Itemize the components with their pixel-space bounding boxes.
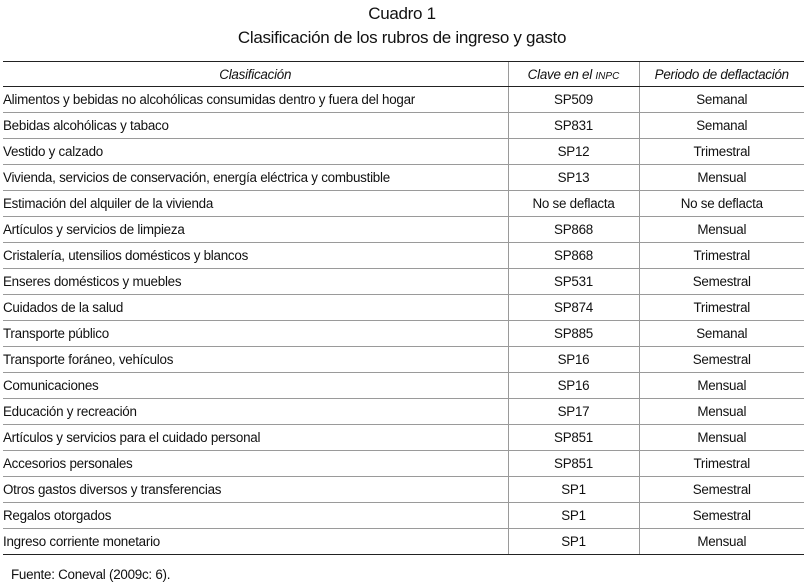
cell-clave: SP509 <box>508 87 639 113</box>
cell-clave: SP868 <box>508 243 639 269</box>
cell-clasificacion: Comunicaciones <box>3 373 508 399</box>
cell-clave: SP531 <box>508 269 639 295</box>
header-clasificacion: Clasificación <box>3 62 508 87</box>
header-clave-label: Clave en el <box>527 66 592 82</box>
cell-clave: SP1 <box>508 503 639 529</box>
table-caption <box>0 2 804 50</box>
table-row <box>3 399 804 425</box>
cell-periodo: Mensual <box>639 165 804 191</box>
cell-clave: SP851 <box>508 425 639 451</box>
table-row <box>3 217 804 243</box>
cell-periodo: Mensual <box>639 399 804 425</box>
cell-periodo: Mensual <box>639 373 804 399</box>
table-row <box>3 347 804 373</box>
cell-periodo: Mensual <box>639 529 804 555</box>
cell-periodo: Trimestral <box>639 139 804 165</box>
cell-clasificacion: Estimación del alquiler de la vivienda <box>3 191 508 217</box>
table-number: Cuadro 1 <box>368 4 436 23</box>
cell-periodo: Semestral <box>639 503 804 529</box>
cell-clasificacion: Ingreso corriente monetario <box>3 529 508 555</box>
table-row <box>3 139 804 165</box>
table-row <box>3 529 804 555</box>
cell-clave: SP16 <box>508 373 639 399</box>
header-clave-inpc: INPC <box>595 70 620 82</box>
cell-periodo: Trimestral <box>639 243 804 269</box>
cell-periodo: Semestral <box>639 347 804 373</box>
cell-periodo: Semestral <box>639 477 804 503</box>
cell-periodo: Semanal <box>639 113 804 139</box>
cell-clave: SP1 <box>508 477 639 503</box>
table-row <box>3 113 804 139</box>
table-row <box>3 87 804 113</box>
cell-clave: No se deflacta <box>508 191 639 217</box>
cell-clave: SP17 <box>508 399 639 425</box>
cell-clasificacion: Accesorios personales <box>3 451 508 477</box>
cell-clasificacion: Transporte público <box>3 321 508 347</box>
table-row <box>3 191 804 217</box>
cell-clave: SP831 <box>508 113 639 139</box>
source-note: Fuente: Coneval (2009c: 6). <box>11 567 171 582</box>
cell-clave: SP1 <box>508 529 639 555</box>
table-row <box>3 243 804 269</box>
cell-clave: SP851 <box>508 451 639 477</box>
classification-table <box>3 61 804 555</box>
table-row <box>3 451 804 477</box>
cell-clasificacion: Cuidados de la salud <box>3 295 508 321</box>
cell-clave: SP874 <box>508 295 639 321</box>
cell-periodo: Semanal <box>639 87 804 113</box>
cell-periodo: Mensual <box>639 425 804 451</box>
table-title: Clasificación de los rubros de ingreso y gasto <box>237 28 567 47</box>
cell-clasificacion: Cristalería, utensilios domésticos y blancos <box>3 243 508 269</box>
cell-clasificacion: Otros gastos diversos y transferencias <box>3 477 508 503</box>
table-row <box>3 295 804 321</box>
cell-clasificacion: Vestido y calzado <box>3 139 508 165</box>
table-row <box>3 503 804 529</box>
cell-periodo: Trimestral <box>639 451 804 477</box>
header-clave <box>508 62 639 87</box>
cell-clasificacion: Transporte foráneo, vehículos <box>3 347 508 373</box>
cell-clave: SP13 <box>508 165 639 191</box>
cell-periodo: Semanal <box>639 321 804 347</box>
table-header-row <box>3 62 804 87</box>
cell-clasificacion: Bebidas alcohólicas y tabaco <box>3 113 508 139</box>
cell-clasificacion: Vivienda, servicios de conservación, energía eléctrica y combustible <box>3 165 508 191</box>
header-periodo: Periodo de deflactación <box>639 62 804 87</box>
cell-periodo: No se deflacta <box>639 191 804 217</box>
cell-clave: SP868 <box>508 217 639 243</box>
cell-clave: SP885 <box>508 321 639 347</box>
table-row <box>3 425 804 451</box>
cell-clasificacion: Artículos y servicios para el cuidado personal <box>3 425 508 451</box>
table-row <box>3 321 804 347</box>
cell-periodo: Semestral <box>639 269 804 295</box>
cell-clasificacion: Enseres domésticos y muebles <box>3 269 508 295</box>
cell-periodo: Mensual <box>639 217 804 243</box>
cell-clave: SP16 <box>508 347 639 373</box>
cell-clasificacion: Artículos y servicios de limpieza <box>3 217 508 243</box>
table-row <box>3 373 804 399</box>
table-row <box>3 165 804 191</box>
table-row <box>3 269 804 295</box>
cell-clave: SP12 <box>508 139 639 165</box>
cell-clasificacion: Regalos otorgados <box>3 503 508 529</box>
cell-clasificacion: Alimentos y bebidas no alcohólicas consumidas dentro y fuera del hogar <box>3 87 508 113</box>
cell-periodo: Trimestral <box>639 295 804 321</box>
table-body <box>3 87 804 555</box>
cell-clasificacion: Educación y recreación <box>3 399 508 425</box>
table-row <box>3 477 804 503</box>
